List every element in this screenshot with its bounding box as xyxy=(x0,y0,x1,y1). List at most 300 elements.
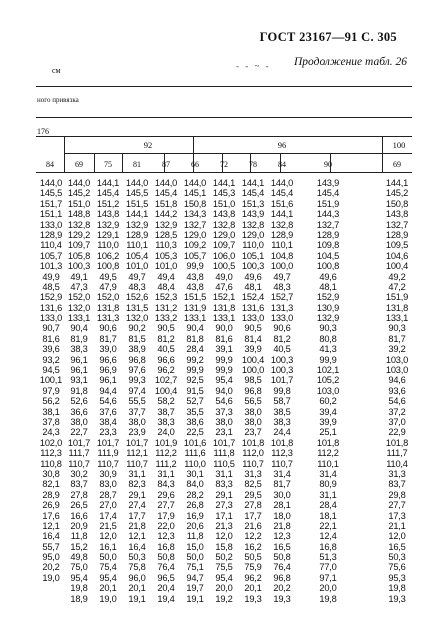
table-cell: 31,1 xyxy=(319,489,337,500)
table-cell: 52,7 xyxy=(186,396,204,407)
table-cell: 90,4 xyxy=(70,323,88,334)
table-cell: 27,7 xyxy=(388,500,406,511)
table-cell: 112,1 xyxy=(126,448,148,459)
table-cell: 102,1 xyxy=(316,365,340,376)
table-cell: 109,2 xyxy=(183,240,207,251)
table-cell: 81,8 xyxy=(186,333,204,344)
group-header-100: 100 xyxy=(392,140,406,150)
table-cell: 129,0 xyxy=(212,229,236,240)
table-cell: 81,9 xyxy=(70,333,88,344)
table-cell: 96,1 xyxy=(70,365,88,376)
table-cell: 96,1 xyxy=(99,375,117,386)
table-cell: 47,6 xyxy=(215,281,233,292)
table-cell: 20,9 xyxy=(70,520,88,531)
table-cell: 109,8 xyxy=(316,240,340,251)
data-column xyxy=(209,178,239,604)
table-cell: 19,3 xyxy=(273,593,291,604)
table-cell: 12,3 xyxy=(273,531,291,542)
table-cell: 48,1 xyxy=(319,281,337,292)
table-cell: 38,1 xyxy=(42,406,60,417)
table-cell: 101,8 xyxy=(241,437,265,448)
table-cell: 30,8 xyxy=(42,468,60,479)
table-cell: 39,1 xyxy=(215,344,233,355)
table-cell: 29,6 xyxy=(157,489,175,500)
table-cell: 101,8 xyxy=(385,437,409,448)
table-cell: 128,9 xyxy=(385,229,409,240)
table-cell: 17,3 xyxy=(388,510,406,521)
table-cell: 27,7 xyxy=(157,500,175,511)
table-cell: 110,1 xyxy=(271,240,293,251)
table-cell: 75,6 xyxy=(388,562,406,573)
table-cell: 143,8 xyxy=(96,209,120,220)
table-cell: 23,9 xyxy=(128,427,146,438)
table-cell: 144,0 xyxy=(39,178,63,188)
table-cell: 132,9 xyxy=(316,313,340,324)
table-cell: 21,1 xyxy=(388,520,406,531)
table-cell: 132,8 xyxy=(67,219,91,230)
table-cell: 94,6 xyxy=(388,375,406,386)
table-cell: 144,0 xyxy=(270,178,294,188)
table-cell: 133,1 xyxy=(212,313,236,324)
column-header: 84 xyxy=(46,160,54,169)
table-cell: 96,1 xyxy=(70,354,88,365)
table-cell: 15,0 xyxy=(186,541,204,552)
table-cell: 75,1 xyxy=(186,562,204,573)
table-cell: 152,9 xyxy=(39,292,63,303)
table-cell: 110,4 xyxy=(40,240,62,251)
table-cell: 82,3 xyxy=(128,479,146,490)
data-column xyxy=(93,178,123,604)
table-cell: 23,7 xyxy=(244,427,262,438)
table-cell: 130,9 xyxy=(316,302,340,313)
table-cell: 12,1 xyxy=(128,531,146,542)
table-cell: 17,1 xyxy=(215,510,233,521)
table-cell: 131,6 xyxy=(241,302,265,313)
table-cell: 96,0 xyxy=(128,572,146,583)
column-header: 78 xyxy=(249,160,257,169)
table-cell: 81,4 xyxy=(244,333,262,344)
table-cell: 49,6 xyxy=(319,271,337,282)
table-cell: 38,3 xyxy=(157,416,175,427)
table-cell: 144,0 xyxy=(154,178,178,188)
table-cell: 151,0 xyxy=(212,198,236,209)
table-cell: 151,5 xyxy=(125,198,149,209)
table-cell: 145,4 xyxy=(154,188,178,199)
table-cell: 37,0 xyxy=(388,416,406,427)
table-cell: 104,6 xyxy=(385,250,409,261)
table-cell: 101,9 xyxy=(154,437,178,448)
group-header-92: 92 xyxy=(143,140,153,150)
table-cell: 16,5 xyxy=(273,541,291,552)
table-cell: 112,3 xyxy=(40,448,62,459)
table-cell: 132,9 xyxy=(154,219,178,230)
table-cell: 152,0 xyxy=(96,292,120,303)
table-cell: 38,7 xyxy=(157,406,175,417)
column-header: 84 xyxy=(278,160,286,169)
table-cell: 131,8 xyxy=(96,302,120,313)
table-cell: 19,3 xyxy=(388,593,406,604)
table-cell: 43,8 xyxy=(186,271,204,282)
table-cell: 95,4 xyxy=(70,572,88,583)
table-cell: 83,3 xyxy=(215,479,233,490)
table-cell: 103,0 xyxy=(316,385,340,396)
table-cell: 38,3 xyxy=(273,416,291,427)
table-cell: 41,3 xyxy=(319,344,337,355)
table-cell: 131,3 xyxy=(96,313,120,324)
table-cell: 38,0 xyxy=(244,406,262,417)
table-cell: 110,8 xyxy=(40,458,62,469)
table-cell: 96,2 xyxy=(244,572,262,583)
table-cell: 145,1 xyxy=(183,188,207,199)
table-cell: 97,1 xyxy=(319,572,337,583)
table-cell: 92,5 xyxy=(186,375,204,386)
table-cell: 19,8 xyxy=(319,593,337,604)
table-cell: 144,1 xyxy=(270,209,294,220)
table-cell: 144,1 xyxy=(241,178,265,188)
data-column xyxy=(122,178,152,604)
table-cell: 27,3 xyxy=(215,500,233,511)
table-cell: 49,8 xyxy=(70,552,88,563)
table-cell: 47,9 xyxy=(99,281,117,292)
table-cell: 37,7 xyxy=(128,406,146,417)
table-cell: 47,3 xyxy=(70,281,88,292)
table-cell: 129,1 xyxy=(96,229,120,240)
table-cell: 19,3 xyxy=(244,593,262,604)
table-cell: 90,4 xyxy=(186,323,204,334)
table-cell: 96,8 xyxy=(273,572,291,583)
table-cell: 132,9 xyxy=(125,219,149,230)
table-cell: 81,7 xyxy=(273,479,291,490)
table-cell: 17,9 xyxy=(157,510,175,521)
table-cell: 128,9 xyxy=(125,229,149,240)
column-header: 66 xyxy=(191,160,199,169)
table-cell: 48,5 xyxy=(42,281,60,292)
column-header: 90 xyxy=(324,160,332,169)
table-cell: 48,4 xyxy=(157,281,175,292)
table-cell: 82,1 xyxy=(42,479,60,490)
table-cell: 97,9 xyxy=(42,385,60,396)
table-cell: 151,2 xyxy=(96,198,120,209)
table-cell: 21,8 xyxy=(273,520,291,531)
table-cell: 99,9 xyxy=(186,261,204,272)
table-cell: 25,1 xyxy=(319,427,337,438)
table-cell: 132,7 xyxy=(183,219,207,230)
table-cell: 100,8 xyxy=(316,261,340,272)
table-cell: 100,0 xyxy=(270,261,294,272)
table-cell: 104,8 xyxy=(270,250,294,261)
table-cell: 99,9 xyxy=(215,354,233,365)
table-cell: 81,7 xyxy=(388,333,406,344)
table-cell: 133,1 xyxy=(385,313,409,324)
table-cell: 105,2 xyxy=(316,375,340,386)
table-cell: 109,7 xyxy=(67,240,91,251)
table-cell: 22,5 xyxy=(186,427,204,438)
table-cell: 50,3 xyxy=(128,552,146,563)
table-cell: 90,3 xyxy=(388,323,406,334)
table-cell: 96,6 xyxy=(99,354,117,365)
table-cell: 37,3 xyxy=(215,406,233,417)
table-cell: 31,3 xyxy=(244,468,262,479)
table-cell: 96,8 xyxy=(128,354,146,365)
table-cell: 132,7 xyxy=(316,219,340,230)
table-cell: 93,1 xyxy=(70,375,88,386)
table-cell: 110,1 xyxy=(126,240,148,251)
table-cell: 49,7 xyxy=(273,271,291,282)
table-cell: 31,1 xyxy=(128,468,146,479)
table-cell: 102,0 xyxy=(39,437,63,448)
table-cell: 17,7 xyxy=(244,510,262,521)
table-cell: 19,7 xyxy=(186,583,204,594)
table-cell: 100,8 xyxy=(96,261,120,272)
table-cell: 20,0 xyxy=(319,583,337,594)
table-cell: 49,6 xyxy=(244,271,262,282)
table-cell: 90,2 xyxy=(128,323,146,334)
table-cell: 132,8 xyxy=(212,219,236,230)
table-cell: 131,8 xyxy=(212,302,236,313)
table-cell: 100,3 xyxy=(270,354,294,365)
table-cell: 91,8 xyxy=(70,385,88,396)
table-cell: 54,6 xyxy=(388,396,406,407)
table-cell: 151,6 xyxy=(270,198,294,209)
table-cell: 20,1 xyxy=(244,583,262,594)
table-cell: 94,5 xyxy=(42,365,60,376)
table-cell: 29,5 xyxy=(244,489,262,500)
table-cell: 17,7 xyxy=(128,510,146,521)
column-header: 75 xyxy=(104,160,112,169)
table-cell: 49,9 xyxy=(42,271,60,282)
table-cell: 90,3 xyxy=(319,323,337,334)
table-cell: 131,6 xyxy=(39,302,63,313)
table-cell: 27,4 xyxy=(128,500,146,511)
table-cell: 151,9 xyxy=(385,292,409,303)
table-cell: 38,0 xyxy=(244,416,262,427)
table-cell: 56,2 xyxy=(42,396,60,407)
table-cell: 43,8 xyxy=(186,281,204,292)
table-cell: 132,0 xyxy=(125,313,149,324)
table-cell: 37,2 xyxy=(388,406,406,417)
table-cell: 129,0 xyxy=(183,229,207,240)
table-cell: 50,0 xyxy=(186,552,204,563)
table-cell: 31,1 xyxy=(215,468,233,479)
table-cell: 81,2 xyxy=(157,333,175,344)
table-cell: 54,6 xyxy=(99,396,117,407)
group-header-96: 96 xyxy=(277,140,287,150)
table-cell: 37,8 xyxy=(42,416,60,427)
table-cell: 90,0 xyxy=(215,323,233,334)
table-cell: 47,2 xyxy=(388,281,406,292)
table-cell: 150,8 xyxy=(385,198,409,209)
table-cell: 111,7 xyxy=(386,448,408,459)
table-cell: 16,6 xyxy=(70,510,88,521)
table-cell: 16,4 xyxy=(128,541,146,552)
table-cell: 105,8 xyxy=(67,250,91,261)
unit-label: см xyxy=(52,66,61,75)
table-cell: 84,3 xyxy=(157,479,175,490)
table-cell: 22,1 xyxy=(319,520,337,531)
table-cell: 16,1 xyxy=(99,541,117,552)
table-cell: 100,4 xyxy=(385,261,409,272)
table-cell: 48,3 xyxy=(128,281,146,292)
table-cell: 128,9 xyxy=(270,229,294,240)
table-cell: 52,6 xyxy=(70,396,88,407)
table-cell: 111,6 xyxy=(184,448,206,459)
table-cell: 18,0 xyxy=(273,510,291,521)
table-cell: 49,7 xyxy=(128,271,146,282)
data-column xyxy=(267,178,297,604)
table-cell: 95,0 xyxy=(42,552,60,563)
table-cell: 75,4 xyxy=(99,562,117,573)
table-cell: 145,2 xyxy=(385,188,409,199)
table-cell: 39,4 xyxy=(319,406,337,417)
table-cell: 55,5 xyxy=(128,396,146,407)
table-cell: 81,6 xyxy=(42,333,60,344)
table-cell: 112,3 xyxy=(271,448,293,459)
table-cell: 143,9 xyxy=(316,178,340,188)
table-cell: 151,3 xyxy=(241,198,265,209)
table-cell: 30,0 xyxy=(273,489,291,500)
table-cell: 144,0 xyxy=(67,178,91,188)
table-cell: 145,4 xyxy=(316,188,340,199)
table-cell: 28,1 xyxy=(273,500,291,511)
table-cell: 12,0 xyxy=(388,531,406,542)
table-cell: 101,0 xyxy=(125,261,149,272)
table-cell: 145,5 xyxy=(39,188,63,199)
table-cell: 151,0 xyxy=(67,198,91,209)
column-header: 69 xyxy=(393,160,401,169)
table-cell: 95,4 xyxy=(215,375,233,386)
table-cell: 26,5 xyxy=(70,500,88,511)
page-header: ГОСТ 23167—91 С. 305 xyxy=(259,30,397,44)
table-cell: 39,9 xyxy=(319,416,337,427)
table-cell: 144,2 xyxy=(154,209,178,220)
table-cell: 49,1 xyxy=(70,271,88,282)
table-cell: 16,2 xyxy=(244,541,262,552)
table-cell: 101,8 xyxy=(270,437,294,448)
table-cell: 132,8 xyxy=(270,219,294,230)
table-cell: 94,4 xyxy=(99,385,117,396)
table-cell: 81,5 xyxy=(128,333,146,344)
table-cell: 133,0 xyxy=(241,313,265,324)
table-cell: 82,5 xyxy=(244,479,262,490)
table-cell: 31,4 xyxy=(319,468,337,479)
table-cell: 19,2 xyxy=(215,593,233,604)
table-cell: 16,5 xyxy=(388,541,406,552)
table-cell: 150,8 xyxy=(183,198,207,209)
table-cell: 12,2 xyxy=(244,531,262,542)
rule-top xyxy=(36,86,412,87)
table-cell: 30,2 xyxy=(70,468,88,479)
table-cell: 37,6 xyxy=(99,406,117,417)
table-cell: 28,2 xyxy=(186,489,204,500)
table-cell: 112,0 xyxy=(242,448,264,459)
table-cell: 81,6 xyxy=(215,333,233,344)
table-cell: 152,7 xyxy=(270,292,294,303)
table-cell: 96,5 xyxy=(157,572,175,583)
table-cell: 103,0 xyxy=(385,354,409,365)
table-cell: 110,1 xyxy=(317,458,339,469)
table-cell: 40,5 xyxy=(157,344,175,355)
table-cell: 94,7 xyxy=(186,572,204,583)
table-cell: 99,9 xyxy=(319,354,337,365)
table-cell: 28,4 xyxy=(319,500,337,511)
table-cell: 31,3 xyxy=(388,468,406,479)
table-cell: 11,8 xyxy=(186,531,204,542)
table-cell: 129,2 xyxy=(67,229,91,240)
table-cell: 131,2 xyxy=(154,302,178,313)
table-cell: 131,9 xyxy=(183,302,207,313)
table-cell: 133,0 xyxy=(270,313,294,324)
table-cell: 97,4 xyxy=(128,385,146,396)
table-cell: 75,5 xyxy=(215,562,233,573)
table-cell: 76,4 xyxy=(157,562,175,573)
table-cell: 19,0 xyxy=(42,572,60,583)
table-cell: 12,4 xyxy=(319,531,337,542)
table-cell: 50,3 xyxy=(388,552,406,563)
table-cell: 128,5 xyxy=(154,229,178,240)
table-cell: 40,5 xyxy=(273,344,291,355)
table-cell: 132,9 xyxy=(96,219,120,230)
table-cell: 51,3 xyxy=(319,552,337,563)
table-cell: 104,5 xyxy=(316,250,340,261)
table-cell: 38,0 xyxy=(70,416,88,427)
row-label-privyazka: ного привязка xyxy=(37,96,79,104)
column-header: 69 xyxy=(75,160,83,169)
table-cell: 143,8 xyxy=(385,209,409,220)
table-cell: 111,9 xyxy=(97,448,119,459)
table-cell: 152,1 xyxy=(212,292,236,303)
table-cell: 18,9 xyxy=(70,593,88,604)
table-cell: 102,7 xyxy=(154,375,178,386)
data-column xyxy=(382,178,412,604)
table-cell: 20,6 xyxy=(186,520,204,531)
table-cell: 60,2 xyxy=(319,396,337,407)
table-cell: 151,8 xyxy=(154,198,178,209)
table-cell: 54,6 xyxy=(215,396,233,407)
table-cell: 81,2 xyxy=(273,333,291,344)
table-cell: 29,1 xyxy=(215,489,233,500)
table-cell: 96,9 xyxy=(99,365,117,376)
table-cell: 105,7 xyxy=(39,250,63,261)
table-cell: 17,4 xyxy=(99,510,117,521)
table-cell: 95,3 xyxy=(388,572,406,583)
table-cell: 96,6 xyxy=(157,354,175,365)
table-cell: 151,5 xyxy=(183,292,207,303)
table-cell: 90,5 xyxy=(157,323,175,334)
table-cell: 132,7 xyxy=(385,219,409,230)
table-cell: 90,7 xyxy=(42,323,60,334)
table-cell: 101,0 xyxy=(154,261,178,272)
table-cell: 133,2 xyxy=(154,313,178,324)
table-cell: 31,1 xyxy=(157,468,175,479)
table-cell: 110,7 xyxy=(242,458,264,469)
table-cell: 39,6 xyxy=(42,344,60,355)
table-cell: 19,8 xyxy=(70,583,88,594)
table-cell: 112,2 xyxy=(155,448,177,459)
rule-groups xyxy=(64,153,412,154)
table-cell: 98,5 xyxy=(244,375,262,386)
table-cell: 23,1 xyxy=(215,427,233,438)
table-cell: 93,2 xyxy=(42,354,60,365)
table-cell: 96,8 xyxy=(244,385,262,396)
table-cell: 148,8 xyxy=(67,209,91,220)
table-cell: 97,6 xyxy=(128,365,146,376)
table-cell: 90,6 xyxy=(99,323,117,334)
table-cell: 20,4 xyxy=(157,583,175,594)
table-cell: 106,2 xyxy=(96,250,120,261)
table-cell: 145,5 xyxy=(125,188,149,199)
table-cell: 15,2 xyxy=(70,541,88,552)
table-cell: 129,0 xyxy=(241,229,265,240)
